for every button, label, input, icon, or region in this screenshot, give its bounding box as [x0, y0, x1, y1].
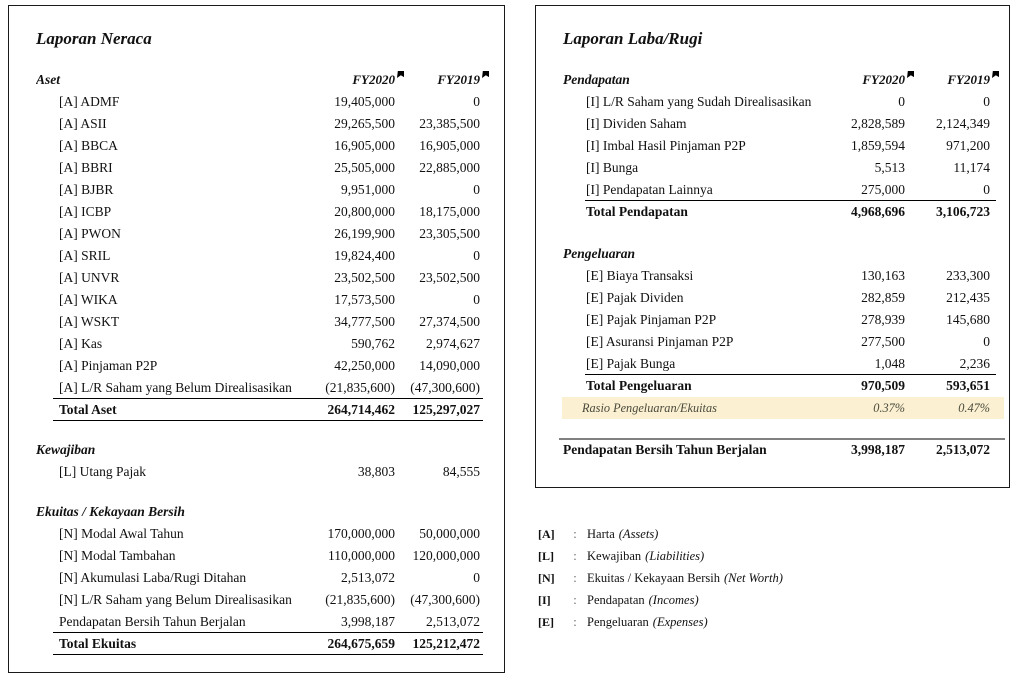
fy2020-value	[810, 419, 905, 439]
legend-name: Kewajiban	[587, 549, 642, 563]
row-label: Aset	[36, 72, 61, 87]
row-label: [A] ICBP	[59, 204, 112, 219]
row-label: [A] BJBR	[59, 182, 114, 197]
row-label: [A] Pinjaman P2P	[59, 358, 158, 373]
fy2019-value: 971,200	[946, 138, 990, 153]
balance-sheet-panel	[8, 5, 505, 673]
table-row	[562, 397, 1004, 419]
row-label-cell	[36, 355, 300, 377]
fy2019-value: 2,124,349	[936, 116, 990, 131]
fy2020-value: 26,199,900	[334, 226, 395, 241]
row-label-cell	[563, 179, 810, 201]
row-label: [N] Modal Tambahan	[59, 548, 176, 563]
fy2020-value: 1,859,594	[851, 138, 905, 153]
row-label-cell	[563, 243, 810, 265]
row-label: Pendapatan Bersih Tahun Berjalan	[59, 614, 246, 629]
fy2019-value	[905, 419, 990, 439]
income-statement-title: Laporan Laba/Rugi	[563, 29, 703, 48]
legend-code: [I]	[538, 593, 551, 607]
legend-name: Harta	[587, 527, 615, 541]
table-row	[536, 439, 1009, 461]
table-row	[9, 113, 504, 135]
fy2019-value: 0	[473, 292, 480, 307]
fy2020-value: 42,250,000	[334, 358, 395, 373]
table-row	[9, 545, 504, 567]
fy2019-value: 0.47%	[958, 401, 990, 415]
row-label: Total Pengeluaran	[586, 378, 692, 393]
row-label: [A] UNVR	[59, 270, 120, 285]
fy2019-value: 125,297,027	[412, 402, 480, 417]
row-label-cell	[36, 633, 300, 655]
row-label-cell	[36, 91, 300, 113]
row-label: [I] Dividen Saham	[586, 116, 687, 131]
fy2020-value: 264,714,462	[327, 402, 395, 417]
fy2020-value: 4,968,696	[851, 204, 905, 219]
fy2019-value: 2,513,072	[426, 614, 480, 629]
income-statement-panel	[535, 5, 1010, 488]
fy2020-value: 275,000	[861, 182, 905, 197]
fy2019-value: 145,680	[946, 312, 990, 327]
row-label-cell	[36, 179, 300, 201]
table-row	[536, 157, 1009, 179]
row-label: [N] Akumulasi Laba/Rugi Ditahan	[59, 570, 247, 585]
table-row	[9, 267, 504, 289]
fy2019-value: 11,174	[953, 160, 990, 175]
row-label: [A] SRIL	[59, 248, 111, 263]
table-row	[9, 461, 504, 483]
fy2020-value: 3,998,187	[851, 442, 905, 457]
legend-separator: :	[573, 593, 577, 607]
legend-item	[538, 567, 1008, 589]
row-label-cell	[36, 377, 300, 399]
fy2019-value: 23,502,500	[419, 270, 480, 285]
row-label: [E] Asuransi Pinjaman P2P	[586, 334, 734, 349]
fy2019-value: (47,300,600)	[410, 380, 480, 395]
fy2019-value: 0	[983, 182, 990, 197]
row-label: [A] PWON	[59, 226, 121, 241]
table-row	[536, 179, 1009, 201]
table-row	[9, 355, 504, 377]
fy2019-value: (47,300,600)	[410, 592, 480, 607]
row-label: Pendapatan	[563, 72, 630, 87]
table-row	[536, 309, 1009, 331]
row-label: [E] Pajak Bunga	[586, 356, 676, 371]
table-row	[9, 399, 504, 421]
row-label: [L] Utang Pajak	[59, 464, 146, 479]
fy2019-value: 593,651	[946, 378, 990, 393]
row-label-cell	[36, 439, 300, 461]
fy2019-value: FY2019	[395, 69, 480, 91]
row-label: [A] ASII	[59, 116, 107, 131]
row-label: Total Aset	[59, 402, 117, 417]
table-row	[536, 353, 1009, 375]
fy2019-value	[395, 421, 480, 439]
table-row	[9, 421, 504, 439]
fy2020-value: (21,835,600)	[325, 592, 395, 607]
fy2019-value: 14,090,000	[419, 358, 480, 373]
row-label-cell	[36, 223, 300, 245]
row-label: Kewajiban	[36, 442, 96, 457]
legend-english-name: (Liabilities)	[645, 549, 705, 563]
fy2020-value: 29,265,500	[334, 116, 395, 131]
row-label-cell	[563, 113, 810, 135]
fy2020-value: 130,163	[861, 268, 905, 283]
row-label: [N] L/R Saham yang Belum Direalisasikan	[59, 592, 292, 607]
fy2020-value: 5,513	[874, 160, 905, 175]
fy2020-value: 278,939	[861, 312, 905, 327]
row-label-cell	[36, 333, 300, 355]
table-row	[9, 501, 504, 523]
row-label: [I] Imbal Hasil Pinjaman P2P	[586, 138, 746, 153]
legend-code: [A]	[538, 527, 555, 541]
row-label: Rasio Pengeluaran/Ekuitas	[582, 401, 717, 415]
row-label: [I] L/R Saham yang Sudah Direalisasikan	[586, 94, 812, 109]
row-label: [A] BBCA	[59, 138, 118, 153]
row-label-cell	[36, 611, 300, 633]
row-label: [A] ADMF	[59, 94, 120, 109]
row-label: [A] Kas	[59, 336, 103, 351]
row-label: [A] BBRI	[59, 160, 113, 175]
table-row	[9, 377, 504, 399]
legend-name: Pendapatan	[587, 593, 645, 607]
fy2019-value: 27,374,500	[419, 314, 480, 329]
row-label-cell	[563, 375, 810, 397]
legend-code: [E]	[538, 615, 554, 629]
row-label-cell	[36, 567, 300, 589]
table-row	[9, 523, 504, 545]
table-row	[536, 375, 1009, 397]
fy2020-value: 2,828,589	[851, 116, 905, 131]
fy2019-value: 22,885,000	[419, 160, 480, 175]
fy2020-value: 38,803	[357, 464, 395, 479]
row-label: Total Pendapatan	[586, 204, 688, 219]
row-label-cell	[36, 311, 300, 333]
table-row	[536, 265, 1009, 287]
legend-code: [L]	[538, 549, 554, 563]
row-label: [E] Pajak Dividen	[586, 290, 684, 305]
table-row	[536, 201, 1009, 223]
row-label: Ekuitas / Kekayaan Bersih	[36, 504, 185, 519]
row-label-cell	[36, 523, 300, 545]
fy2020-value	[300, 421, 395, 439]
fy2019-value: 0	[983, 94, 990, 109]
fy2019-value: 0	[983, 334, 990, 349]
legend-english-name: (Net Worth)	[723, 571, 783, 585]
fy2020-value: 23,502,500	[334, 270, 395, 285]
fy2019-value: 18,175,000	[419, 204, 480, 219]
table-row	[536, 69, 1009, 91]
row-label-cell	[36, 545, 300, 567]
row-label-cell	[36, 289, 300, 311]
row-label: Pengeluaran	[563, 246, 636, 261]
row-label: [E] Pajak Pinjaman P2P	[586, 312, 717, 327]
table-row	[536, 113, 1009, 135]
row-label-cell	[36, 201, 300, 223]
fy2020-value: 110,000,000	[328, 548, 395, 563]
table-row	[9, 135, 504, 157]
table-row	[536, 287, 1009, 309]
row-label-cell	[36, 135, 300, 157]
row-label-cell	[36, 589, 300, 611]
row-label-cell	[563, 91, 810, 113]
row-label-cell	[563, 265, 810, 287]
fy2020-value: 170,000,000	[327, 526, 395, 541]
table-row	[9, 179, 504, 201]
legend-english-name: (Assets)	[618, 527, 659, 541]
fy2020-value: 16,905,000	[334, 138, 395, 153]
fy2020-value	[300, 501, 395, 523]
fy2019-value: 23,305,500	[419, 226, 480, 241]
row-label: [A] L/R Saham yang Belum Direalisasikan	[59, 380, 292, 395]
row-label: [E] Biaya Transaksi	[586, 268, 694, 283]
fy2019-value: 23,385,500	[419, 116, 480, 131]
table-row	[9, 333, 504, 355]
row-label-cell	[36, 461, 300, 483]
fy2019-value	[905, 223, 990, 243]
row-label-cell	[563, 353, 810, 375]
fy2020-value: FY2020	[810, 69, 905, 91]
table-row	[536, 419, 1009, 439]
fy2020-value: 0	[898, 94, 905, 109]
fy2020-value: 264,675,659	[327, 636, 395, 651]
fy2020-value: 1,048	[874, 356, 905, 371]
table-row	[9, 633, 504, 655]
row-label-cell	[36, 267, 300, 289]
row-label-cell	[36, 113, 300, 135]
fy2019-value: 0	[473, 94, 480, 109]
legend-separator: :	[573, 571, 577, 585]
row-label: [N] Modal Awal Tahun	[59, 526, 184, 541]
table-row	[9, 589, 504, 611]
table-row	[9, 69, 504, 91]
row-label-cell	[36, 501, 300, 523]
fy2020-value: 277,500	[861, 334, 905, 349]
table-row	[536, 135, 1009, 157]
row-label: Total Ekuitas	[59, 636, 137, 651]
table-row	[536, 331, 1009, 353]
table-row	[9, 289, 504, 311]
note-marker-icon	[992, 71, 999, 78]
balance-sheet-title: Laporan Neraca	[36, 29, 152, 48]
fy2020-value: 2,513,072	[341, 570, 395, 585]
legend-separator: :	[573, 549, 577, 563]
fy2020-value	[300, 483, 395, 501]
row-label: [I] Bunga	[586, 160, 639, 175]
table-row	[536, 223, 1009, 243]
fy2019-value	[395, 483, 480, 501]
table-row	[9, 223, 504, 245]
fy2020-value: 17,573,500	[334, 292, 395, 307]
fy2020-value: 19,405,000	[334, 94, 395, 109]
row-label-cell	[563, 397, 810, 419]
table-row	[9, 157, 504, 179]
fy2020-value: 34,777,500	[334, 314, 395, 329]
table-row	[9, 91, 504, 113]
fy2019-value: 50,000,000	[419, 526, 480, 541]
legend-separator: :	[573, 615, 577, 629]
table-row	[9, 311, 504, 333]
fy2019-value: 0	[473, 248, 480, 263]
legend-item	[538, 589, 1008, 611]
fy2020-value: 20,800,000	[334, 204, 395, 219]
table-row	[9, 611, 504, 633]
fy2019-value: 125,212,472	[412, 636, 480, 651]
fy2020-value: 3,998,187	[341, 614, 395, 629]
fy2020-value: FY2020	[300, 69, 395, 91]
fy2019-value: 212,435	[946, 290, 990, 305]
table-row	[9, 567, 504, 589]
table-row	[9, 439, 504, 461]
row-label: Pendapatan Bersih Tahun Berjalan	[563, 442, 767, 457]
row-label-cell	[563, 157, 810, 179]
fy2019-value: 2,974,627	[426, 336, 480, 351]
table-row	[9, 201, 504, 223]
fy2019-value: 0	[473, 182, 480, 197]
fy2019-value	[905, 243, 990, 265]
row-label-cell	[563, 331, 810, 353]
fy2019-value: 2,513,072	[936, 442, 990, 457]
fy2019-value	[395, 439, 480, 461]
fy2020-value: 970,509	[861, 378, 905, 393]
fy2020-value: 25,505,000	[334, 160, 395, 175]
row-label-cell	[563, 287, 810, 309]
row-label-cell	[563, 309, 810, 331]
legend-code: [N]	[538, 571, 555, 585]
fy2019-value: 84,555	[442, 464, 480, 479]
legend-item	[538, 611, 1008, 633]
fy2020-value: (21,835,600)	[325, 380, 395, 395]
fy2020-value: 590,762	[351, 336, 395, 351]
fy2020-value: 19,824,400	[334, 248, 395, 263]
row-label-cell	[563, 135, 810, 157]
account-code-legend	[538, 523, 1008, 633]
income-statement-table	[536, 69, 1009, 461]
fy2019-value: 233,300	[946, 268, 990, 283]
fy2020-value: 9,951,000	[341, 182, 395, 197]
fy2020-value	[810, 223, 905, 243]
legend-name: Pengeluaran	[587, 615, 649, 629]
table-row	[9, 245, 504, 267]
fy2019-value: 16,905,000	[419, 138, 480, 153]
fy2019-value: 120,000,000	[412, 548, 480, 563]
balance-sheet-table	[9, 69, 504, 655]
row-label: [I] Pendapatan Lainnya	[586, 182, 713, 197]
row-label: [A] WIKA	[59, 292, 118, 307]
legend-english-name: (Expenses)	[652, 615, 708, 629]
row-label: [A] WSKT	[59, 314, 120, 329]
row-label-cell	[563, 201, 810, 223]
fy2019-value: FY2019	[905, 69, 990, 91]
fy2020-value	[300, 439, 395, 461]
table-row	[536, 243, 1009, 265]
fy2020-value: 282,859	[861, 290, 905, 305]
legend-item	[538, 545, 1008, 567]
legend-item	[538, 523, 1008, 545]
legend-name: Ekuitas / Kekayaan Bersih	[587, 571, 720, 585]
fy2019-value	[395, 501, 480, 523]
fy2019-value: 2,236	[959, 356, 990, 371]
row-label-cell	[36, 245, 300, 267]
legend-english-name: (Incomes)	[648, 593, 699, 607]
fy2020-value	[810, 243, 905, 265]
row-label-cell	[563, 439, 810, 461]
row-label-cell	[36, 399, 300, 421]
row-label-cell	[36, 69, 300, 91]
row-label-cell	[563, 69, 810, 91]
legend-separator: :	[573, 527, 577, 541]
fy2020-value: 0.37%	[873, 401, 905, 415]
table-row	[536, 91, 1009, 113]
fy2019-value: 3,106,723	[936, 204, 990, 219]
row-label-cell	[36, 157, 300, 179]
fy2019-value: 0	[473, 570, 480, 585]
note-marker-icon	[482, 71, 489, 78]
row-label-cell	[563, 223, 810, 245]
table-row	[9, 483, 504, 501]
